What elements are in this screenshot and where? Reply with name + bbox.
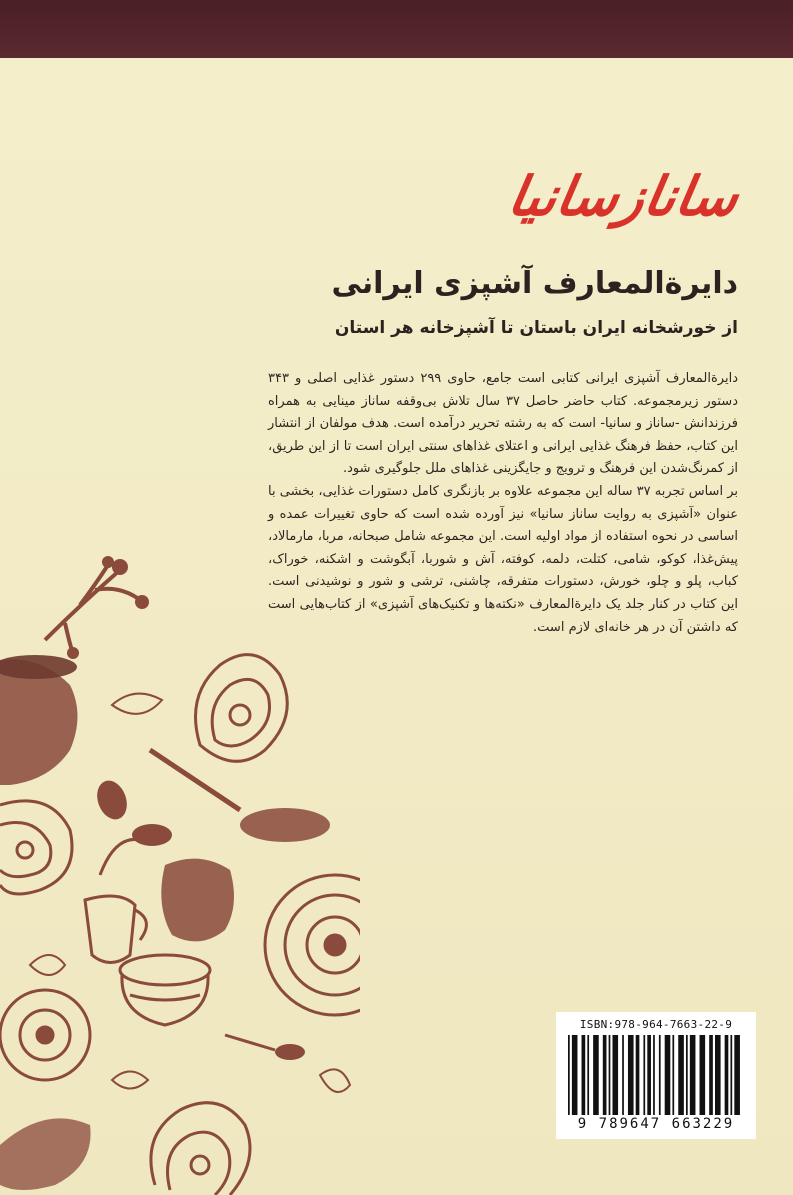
paisley-left-icon bbox=[0, 801, 72, 894]
book-subtitle: از خورشخانه ایران باستان تا آشپزخانه هر استان bbox=[334, 318, 738, 338]
top-band bbox=[0, 0, 793, 58]
barcode-bar bbox=[643, 1035, 645, 1115]
barcode bbox=[556, 1012, 756, 1139]
small-leaf-icon bbox=[112, 694, 162, 714]
barcode-bar bbox=[612, 1035, 618, 1115]
ladle-bottom-icon bbox=[0, 1118, 91, 1190]
barcode-bar bbox=[725, 1035, 729, 1115]
barcode-bar bbox=[734, 1035, 740, 1115]
barcode-bar bbox=[678, 1035, 684, 1115]
cookware-illustration bbox=[0, 545, 360, 1195]
mandala-icon bbox=[265, 875, 360, 1015]
berry-icon bbox=[112, 559, 128, 575]
description-paragraph-1: دایرةالمعارف آشپزی ایرانی کتابی است جامع، حاوی ۲۹۹ دستور غذایی اصلی و ۳۴۳ دستور زیرمجموعه. کتاب حاضر حاصل ۳۷ سال تلاش بی‌وقفه ساناز مینایی به همراه فرزندانش -ساناز و سانیا- است که به رشته تحریر درآمده است. هدف مولفان از انتشار این کتاب، حفظ فرهنگ غذایی ایرانی و اعتلای غذاهای سنتی ایران است تا از این طریق، از کمرنگ‌شدن این فرهنگ و ترویج و جایگزینی غذاهای ملل جلوگیری شود. bbox=[268, 371, 738, 477]
barcode-bars bbox=[566, 1035, 746, 1115]
barcode-bar bbox=[587, 1035, 589, 1115]
round-pot-icon bbox=[161, 859, 234, 942]
brand-logo: سانازسانیا bbox=[503, 165, 744, 228]
pitcher-icon bbox=[85, 896, 146, 963]
barcode-bar bbox=[659, 1035, 661, 1115]
barcode-bar bbox=[709, 1035, 713, 1115]
barcode-bar bbox=[572, 1035, 578, 1115]
barcode-bar bbox=[715, 1035, 721, 1115]
decorative-plate-icon bbox=[0, 990, 90, 1080]
barcode-bar bbox=[593, 1035, 599, 1115]
barcode-bar bbox=[653, 1035, 655, 1115]
ladle-icon bbox=[150, 750, 330, 842]
barcode-bar bbox=[647, 1035, 651, 1115]
barcode-bar bbox=[700, 1035, 706, 1115]
barcode-bar bbox=[628, 1035, 634, 1115]
barcode-bar bbox=[636, 1035, 640, 1115]
sprig-icon bbox=[45, 565, 140, 650]
barcode-bar bbox=[603, 1035, 607, 1115]
leaf-outline-icon bbox=[30, 955, 65, 975]
small-spoon-icon bbox=[225, 1035, 305, 1060]
paisley-icon bbox=[196, 655, 288, 762]
barcode-bar bbox=[568, 1035, 570, 1115]
barcode-bar bbox=[609, 1035, 611, 1115]
barcode-bar bbox=[672, 1035, 674, 1115]
leaf-sprig-icon bbox=[92, 776, 172, 875]
barcode-bar bbox=[686, 1035, 688, 1115]
barcode-digits: 9 789647 663229 bbox=[577, 1116, 735, 1132]
barcode-bar bbox=[622, 1035, 624, 1115]
paisley-bottom-icon bbox=[151, 1103, 250, 1195]
barcode-bar bbox=[582, 1035, 586, 1115]
barcode-bar bbox=[690, 1035, 696, 1115]
barcode-bar bbox=[730, 1035, 732, 1115]
barcode-bar bbox=[665, 1035, 671, 1115]
book-title: دایرةالمعارف آشپزی ایرانی bbox=[331, 266, 738, 301]
isbn-label: ISBN:978-964-7663-22-9 bbox=[579, 1018, 733, 1031]
description-paragraph-2: بر اساس تجربه ۳۷ ساله این مجموعه علاوه بر بازنگری کامل دستورات غذایی، بخشی با عنوان «آشپزی به روایت ساناز سانیا» نیز آورده شده است که حاوی تغییرات عمده و اساسی در نحوه استفاده از مواد اولیه است. این مجموعه شامل صبحانه، مربا، مارمالاد، پیش‌غذا، کوکو، شامی، کتلت، دلمه، کوفته، آش و شوربا، آبگوشت و اشکنه، خوراک، کباب، پلو و چلو، خورش، دستورات متفرقه، چاشنی، ترشی و شور و نوشیدنی است. این کتاب در کنار جلد یک دایرةالمعارف «نکته‌ها و تکنیک‌های آشپزی» از کتاب‌هایی است که داشتن آن در هر خانه‌ای لازم است. bbox=[268, 483, 739, 635]
sugar-bowl-icon bbox=[120, 955, 210, 1025]
